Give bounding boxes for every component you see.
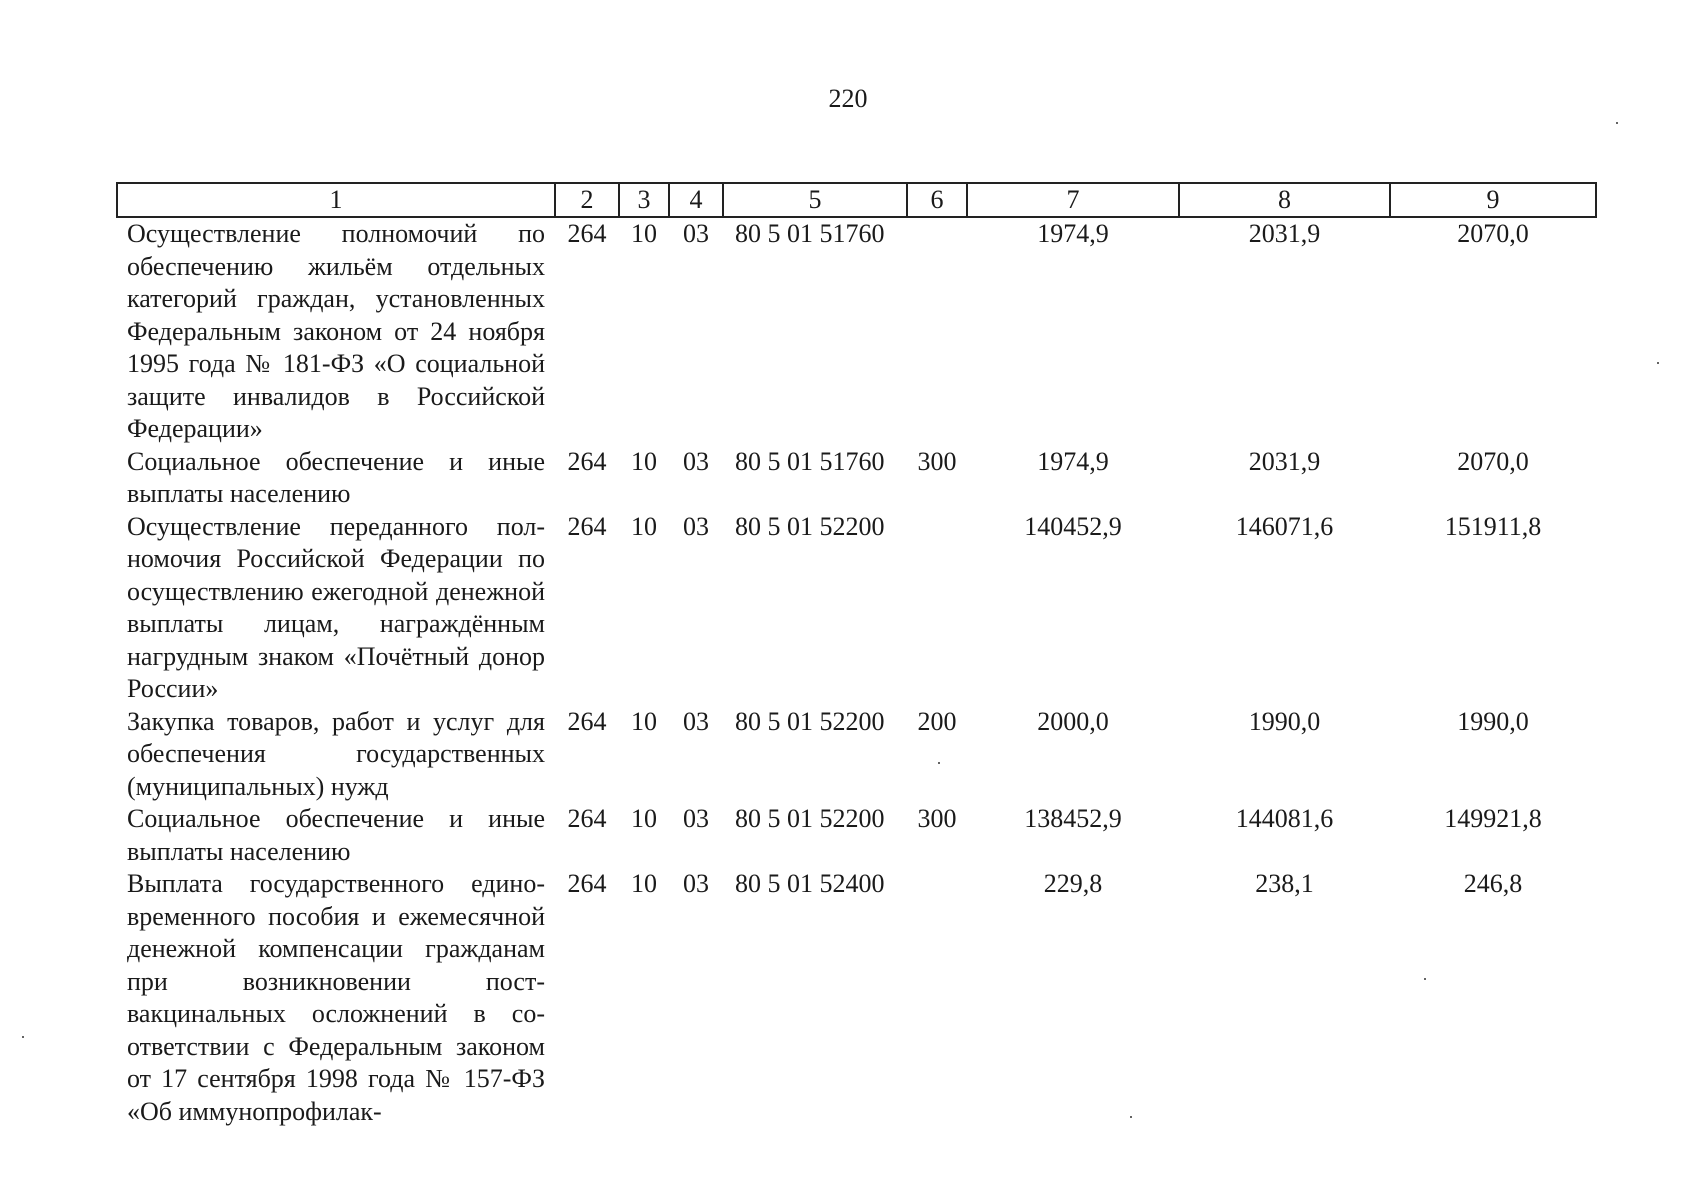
scan-speck bbox=[22, 1036, 24, 1038]
header-col-3: 3 bbox=[619, 183, 669, 217]
row-col-6 bbox=[907, 511, 967, 706]
table-row bbox=[117, 217, 1596, 446]
row-col-2: 264 bbox=[567, 511, 607, 541]
scan-speck bbox=[1424, 978, 1426, 980]
row-col-8: 2031,9 bbox=[1248, 446, 1321, 476]
table-row bbox=[117, 706, 1596, 804]
row-col-5: 80 5 01 51760 bbox=[735, 446, 885, 476]
row-col-3: 10 bbox=[631, 219, 657, 248]
header-col-8: 8 bbox=[1179, 183, 1390, 217]
row-col-7: 1974,9 bbox=[1037, 446, 1109, 476]
table-header bbox=[117, 183, 1596, 217]
scan-speck bbox=[1130, 1116, 1132, 1118]
row-col-7: 229,8 bbox=[1043, 869, 1103, 898]
row-col-8: 144081,6 bbox=[1235, 804, 1334, 833]
row-col-7: 140452,9 bbox=[1024, 511, 1122, 541]
row-col-5: 80 5 01 52200 bbox=[735, 804, 885, 833]
row-col-4: 03 bbox=[683, 869, 709, 898]
row-col-9: 1990,0 bbox=[1457, 706, 1529, 736]
row-col-2: 264 bbox=[567, 446, 607, 476]
row-col-6: 200 bbox=[917, 706, 957, 736]
row-name: Социальное обеспечение и иные выплаты населению bbox=[127, 446, 545, 508]
scan-speck bbox=[938, 762, 940, 764]
row-col-2: 264 bbox=[567, 219, 607, 248]
row-col-2: 264 bbox=[567, 706, 607, 736]
header-col-7: 7 bbox=[967, 183, 1179, 217]
row-col-5: 80 5 01 52200 bbox=[735, 706, 885, 736]
row-col-8: 2031,9 bbox=[1248, 219, 1321, 248]
row-col-8: 146071,6 bbox=[1235, 511, 1334, 541]
row-col-4: 03 bbox=[683, 706, 709, 736]
row-col-4: 03 bbox=[683, 804, 709, 833]
row-col-9: 2070,0 bbox=[1457, 446, 1529, 476]
row-col-4: 03 bbox=[683, 511, 709, 541]
row-col-4: 03 bbox=[683, 446, 709, 476]
row-col-3: 10 bbox=[631, 446, 657, 476]
row-col-3: 10 bbox=[631, 511, 657, 541]
row-name: Осуществление переданного полномочия Российской Федерации по осуществлению ежегодной денежной выплаты лицам, награждённым нагрудным знаком «Почётный донор России» bbox=[127, 511, 545, 703]
scan-speck bbox=[1616, 122, 1618, 124]
budget-table bbox=[116, 182, 1597, 1128]
scan-speck bbox=[1657, 362, 1659, 364]
table-row bbox=[117, 446, 1596, 511]
row-name: Осуществление полномочий по обеспечению жильём отдельных категорий граждан, установленных Федеральным законом от 24 ноября 1995 года № 181-ФЗ «О социальной защите инвалидов в Российской Федерации» bbox=[127, 219, 545, 443]
header-col-1: 1 bbox=[117, 183, 555, 217]
table-row bbox=[117, 511, 1596, 706]
header-col-4: 4 bbox=[669, 183, 723, 217]
row-col-6 bbox=[907, 217, 967, 446]
row-name: Закупка товаров, работ и услуг для обеспечения государственных (муниципальных) нужд bbox=[127, 706, 545, 801]
row-col-6: 300 bbox=[917, 446, 957, 476]
header-col-9: 9 bbox=[1390, 183, 1596, 217]
table-row bbox=[117, 868, 1596, 1128]
row-col-9: 149921,8 bbox=[1444, 804, 1542, 833]
row-col-9: 2070,0 bbox=[1457, 219, 1529, 248]
row-col-3: 10 bbox=[631, 869, 657, 898]
row-col-7: 2000,0 bbox=[1037, 706, 1109, 736]
row-col-6: 300 bbox=[917, 804, 957, 833]
row-col-2: 264 bbox=[567, 869, 607, 898]
row-col-9: 151911,8 bbox=[1444, 511, 1542, 541]
row-col-5: 80 5 01 51760 bbox=[735, 219, 885, 248]
row-col-2: 264 bbox=[567, 804, 607, 833]
header-col-5: 5 bbox=[723, 183, 907, 217]
row-col-7: 138452,9 bbox=[1024, 804, 1122, 833]
row-col-5: 80 5 01 52400 bbox=[735, 869, 885, 898]
table-row bbox=[117, 803, 1596, 868]
row-col-9: 246,8 bbox=[1463, 869, 1523, 898]
row-col-7: 1974,9 bbox=[1037, 219, 1109, 248]
row-col-8: 1990,0 bbox=[1248, 706, 1321, 736]
page-number: 220 bbox=[828, 84, 868, 113]
header-col-6: 6 bbox=[907, 183, 967, 217]
row-col-4: 03 bbox=[683, 219, 709, 248]
header-col-2: 2 bbox=[555, 183, 619, 217]
row-name: Социальное обеспечение и иные выплаты населению bbox=[127, 804, 545, 866]
row-name: Выплата государственного единовременного пособия и ежемесячной денежной компенсации гражданам при возникновении поствакцинальных осложнений в соответствии с Федеральным законом от 17 сентября 1998 года № 157-ФЗ «Об иммунопрофилак- bbox=[127, 869, 545, 1126]
row-col-6 bbox=[907, 868, 967, 1128]
row-col-8: 238,1 bbox=[1255, 869, 1314, 898]
row-col-5: 80 5 01 52200 bbox=[735, 511, 885, 541]
row-col-3: 10 bbox=[631, 804, 657, 833]
row-col-3: 10 bbox=[631, 706, 657, 736]
